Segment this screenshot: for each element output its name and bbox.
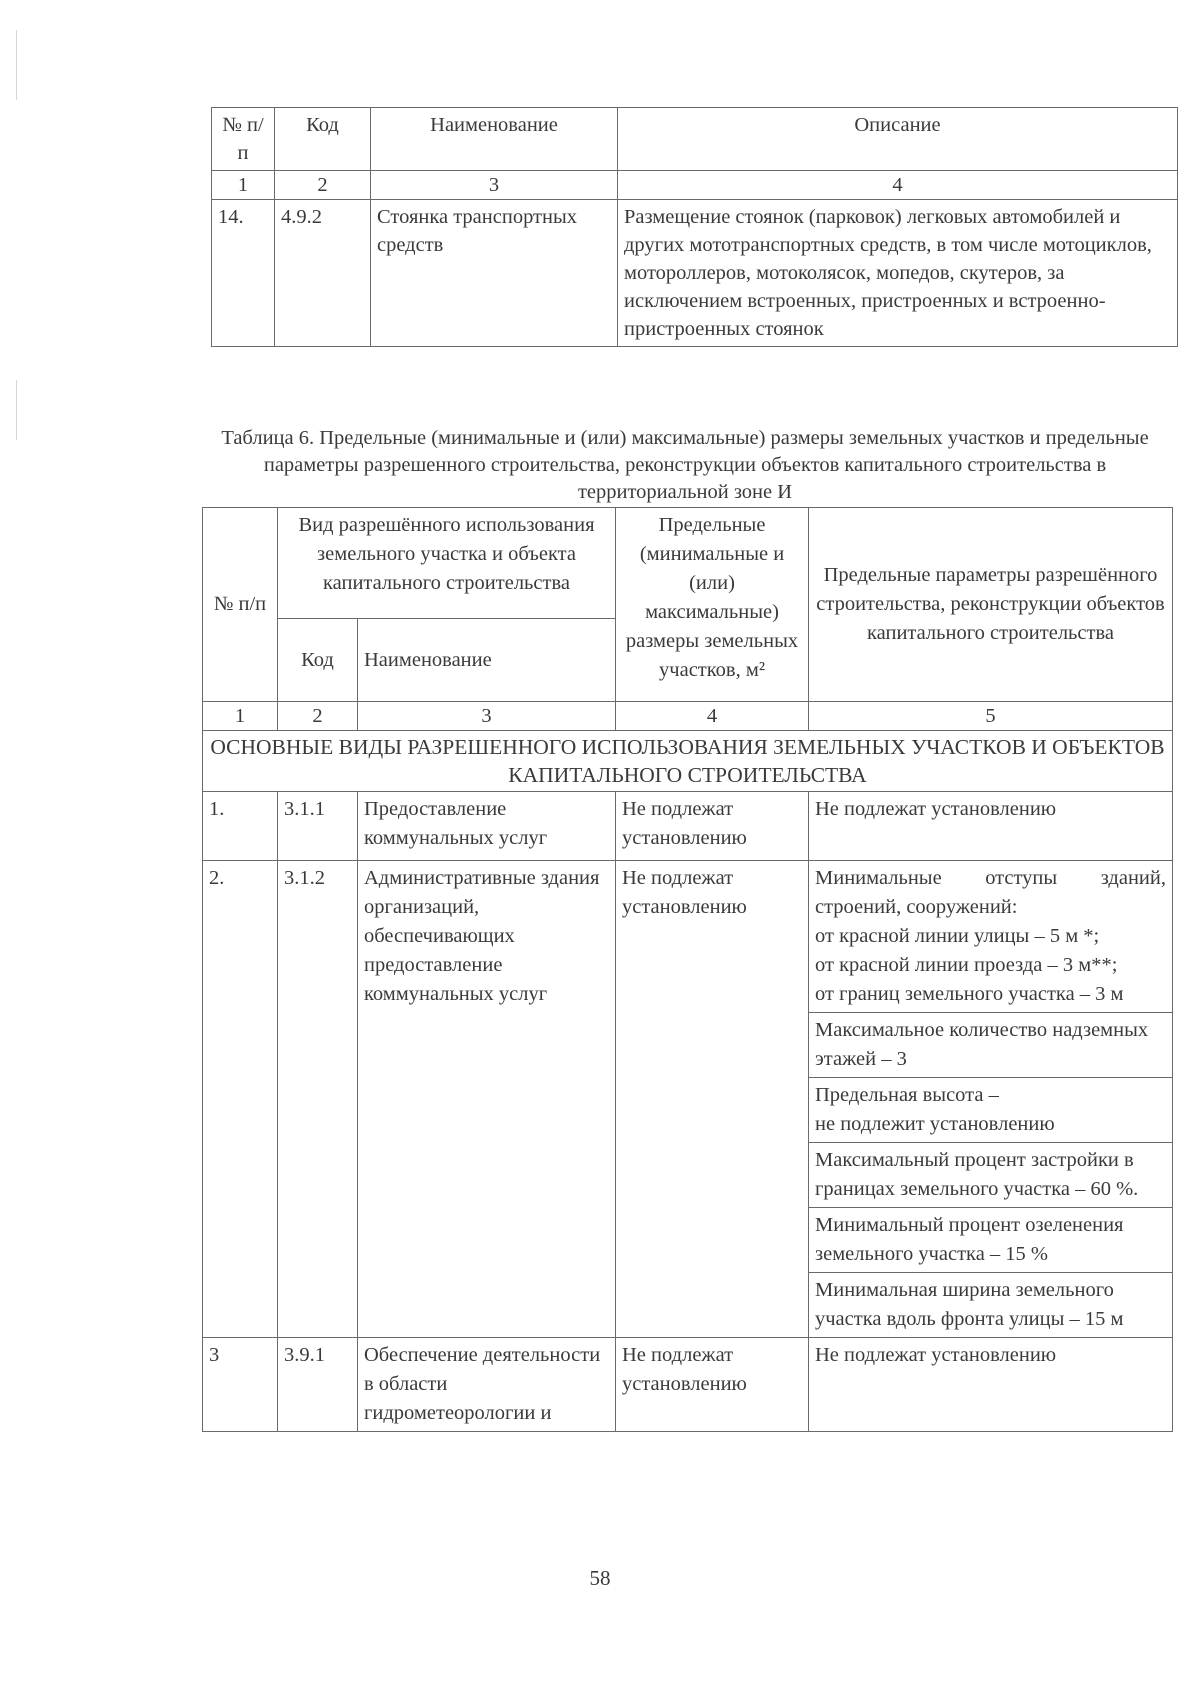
row-name: Стоянка транспортных средств: [371, 200, 618, 347]
table-row: [203, 1338, 1173, 1432]
row-code: 3.9.1: [278, 1338, 358, 1432]
row-code: 3.1.2: [278, 861, 358, 1338]
header-name: Наименование: [358, 619, 616, 702]
header-code: Код: [275, 108, 371, 171]
param-line: от границ земельного участка – 3 м: [815, 983, 1124, 1005]
param-line: Минимальная ширина земельного участка вдоль фронта улицы – 15 м: [815, 1279, 1124, 1330]
table-row: [203, 861, 1173, 1338]
param-line: Максимальное количество надземных этажей – 3: [809, 1013, 1172, 1078]
row-params-list: [809, 861, 1173, 1338]
column-number-row: [203, 702, 1173, 731]
scan-margin-mark: [16, 30, 17, 100]
row-name: Административные здания организаций, обеспечивающих предоставление коммунальных услуг: [358, 861, 616, 1338]
header-code: Код: [278, 619, 358, 702]
column-number: 4: [616, 702, 809, 731]
row-sizes: Не подлежат установлению: [616, 861, 809, 1338]
row-name: Обеспечение деятельности в области гидрометеорологии и: [358, 1338, 616, 1432]
header-use-kind: Вид разрешённого использования земельного участка и объекта капитального строительства: [278, 508, 616, 619]
setbacks-block: [809, 861, 1172, 1013]
row-code: 4.9.2: [275, 200, 371, 347]
param-line: Минимальные отступы зданий, строений, сооружений:: [815, 867, 1166, 918]
scan-margin-mark: [16, 380, 17, 440]
header-num: № п/п: [212, 108, 275, 171]
column-number-row: [212, 171, 1178, 200]
header-name: Наименование: [371, 108, 618, 171]
param-line: Минимальный процент озеленения земельного участка – 15 %: [809, 1208, 1172, 1273]
column-number: 5: [809, 702, 1173, 731]
row-params: Не подлежат установлению: [809, 1338, 1173, 1432]
height-block: [809, 1078, 1172, 1143]
table-header-row: [203, 508, 1173, 619]
header-num: № п/п: [203, 508, 278, 702]
row-sizes: Не подлежат установлению: [616, 792, 809, 861]
row-code: 3.1.1: [278, 792, 358, 861]
param-line: Предельная высота –: [815, 1084, 999, 1106]
param-line: не подлежит установлению: [815, 1113, 1055, 1135]
column-number: 1: [212, 171, 275, 200]
header-description: Описание: [618, 108, 1178, 171]
param-line: Максимальный процент застройки в границах земельного участка – 60 %.: [809, 1143, 1172, 1208]
column-number: 3: [358, 702, 616, 731]
section-row: [203, 731, 1173, 792]
row-num: 2.: [203, 861, 278, 1338]
zone-parameters-table: [202, 507, 1173, 1432]
table-header-row: [212, 108, 1178, 171]
column-number: 1: [203, 702, 278, 731]
use-types-table-continued: [211, 107, 1178, 347]
header-sizes: Предельные (минимальные и (или) максимальные) размеры земельных участков, м²: [616, 508, 809, 702]
header-params: Предельные параметры разрешённого строительства, реконструкции объектов капитального строительства: [809, 508, 1173, 702]
row-name: Предоставление коммунальных услуг: [358, 792, 616, 861]
table-row: [203, 792, 1173, 861]
table-caption: Таблица 6. Предельные (минимальные и (или) максимальные) размеры земельных участков и предельные параметры разрешенного строительства, реконструкции объектов капитального строительства в территориальной зоне И: [221, 427, 1149, 503]
row-num: 14.: [212, 200, 275, 347]
param-line: от красной линии проезда – 3 м**;: [815, 954, 1118, 976]
row-num: 3: [203, 1338, 278, 1432]
table-row: [212, 200, 1178, 347]
column-number: 4: [618, 171, 1178, 200]
row-params: Не подлежат установлению: [809, 792, 1173, 861]
row-num: 1.: [203, 792, 278, 861]
column-number: 3: [371, 171, 618, 200]
row-sizes: Не подлежат установлению: [616, 1338, 809, 1432]
page-number: 58: [589, 1566, 611, 1590]
column-number: 2: [275, 171, 371, 200]
column-number: 2: [278, 702, 358, 731]
row-description: Размещение стоянок (парковок) легковых автомобилей и других мототранспортных средств, в том числе мотоциклов, мотороллеров, мотоколясок, мопедов, скутеров, за исключением встроенных, пристроенных и встроенно-пристроенных стоянок: [618, 200, 1178, 347]
section-title: ОСНОВНЫЕ ВИДЫ РАЗРЕШЕННОГО ИСПОЛЬЗОВАНИЯ ЗЕМЕЛЬНЫХ УЧАСТКОВ И ОБЪЕКТОВ КАПИТАЛЬНОГО СТРОИТЕЛЬСТВА: [203, 731, 1173, 792]
param-line: от красной линии улицы – 5 м *;: [815, 925, 1100, 947]
